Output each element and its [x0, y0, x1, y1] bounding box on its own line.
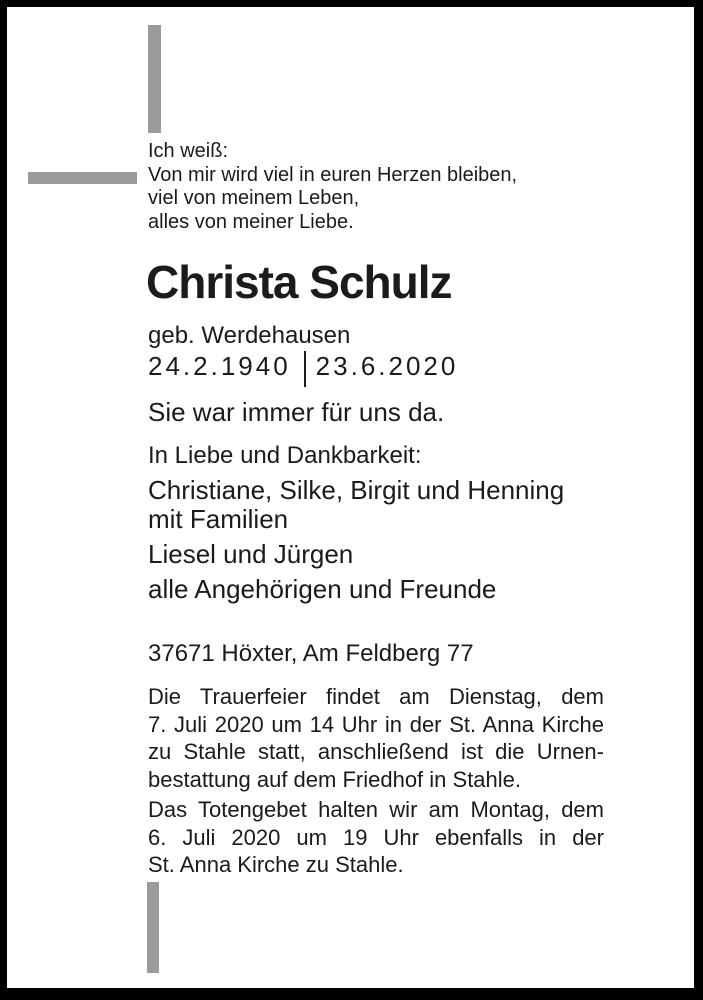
notices [148, 683, 604, 882]
notice-line: Die Trauerfeier findet am Dienstag, dem [148, 684, 604, 709]
epigraph-line: viel von meinem Leben, [148, 187, 360, 209]
notice-line: St. Anna Kirche zu Stahle. [148, 852, 404, 877]
epigraph [148, 140, 517, 234]
prayer-notice [148, 796, 604, 879]
deco-bar-vertical-bottom [147, 882, 159, 973]
mourners-list [148, 476, 564, 604]
maiden-name: geb. Werdehausen [148, 322, 351, 349]
mourner-line: Liesel und Jürgen [148, 539, 354, 569]
mourners-intro: In Liebe und Dankbarkeit: [148, 442, 422, 469]
mourner-line: alle Angehörigen und Freunde [148, 574, 497, 604]
mourner-line: Christiane, Silke, Birgit und Henning [148, 475, 565, 505]
address-line: 37671 Höxter, Am Feldberg 77 [148, 640, 474, 667]
epigraph-line: alles von meiner Liebe. [148, 210, 354, 233]
mourner-line: mit Familien [148, 504, 289, 534]
epigraph-line: Von mir wird viel in euren Herzen bleiben, [148, 163, 518, 186]
tribute-line: Sie war immer für uns da. [148, 397, 445, 427]
epigraph-line: Ich weiß: [148, 140, 229, 162]
notice-line: 7. Juli 2020 um 14 Uhr in der St. Anna Kirche [148, 711, 604, 737]
dates-separator [304, 351, 306, 387]
notice-line: 6. Juli 2020 um 19 Uhr ebenfalls in der [148, 824, 604, 850]
notice-line: zu Stahle statt, anschließend ist die Urnen- [148, 739, 604, 764]
death-date: 23.6.2020 [315, 350, 459, 381]
deco-bar-horizontal-left [28, 172, 137, 184]
deco-bar-vertical-top [148, 25, 161, 133]
notice-line: Das Totengebet halten wir am Montag, dem [148, 797, 604, 822]
funeral-notice [148, 683, 604, 793]
birth-date: 24.2.1940 [148, 350, 291, 381]
notice-line: bestattung auf dem Friedhof in Stahle. [148, 766, 522, 792]
life-dates [148, 350, 458, 386]
obituary-sheet [7, 7, 694, 988]
deceased-name: Christa Schulz [146, 256, 452, 308]
